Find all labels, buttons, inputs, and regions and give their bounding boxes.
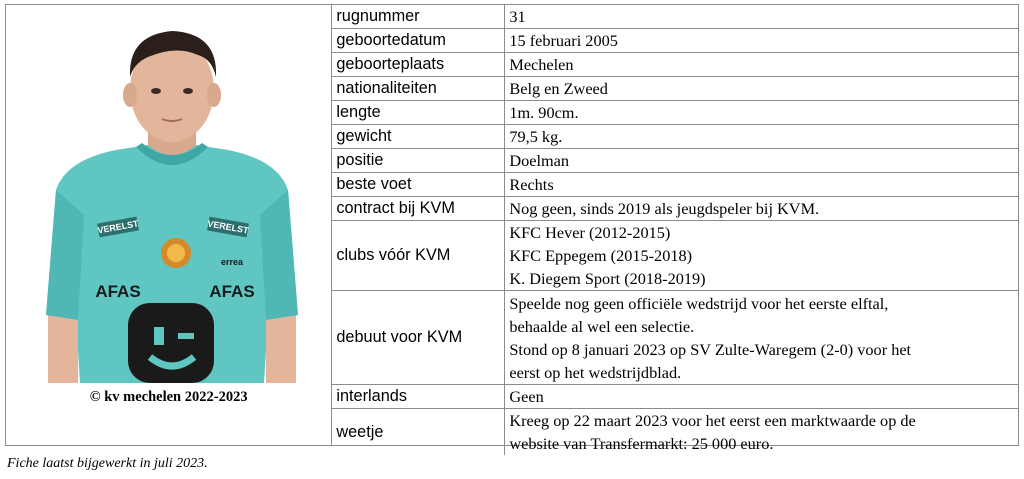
row-label: interlands	[332, 385, 505, 409]
row-value	[505, 53, 1018, 77]
row-value-line: Nog geen, sinds 2019 als jeugdspeler bij KVM.	[509, 199, 820, 218]
row-label: positie	[332, 149, 505, 173]
row-value-line: Kreeg op 22 maart 2023 voor het eerst een marktwaarde op de	[509, 411, 916, 430]
player-info-table	[332, 5, 1018, 455]
table-row	[332, 291, 1018, 385]
photo-caption: © kv mechelen 2022-2023	[89, 389, 248, 405]
table-row	[332, 29, 1018, 53]
table-row	[332, 53, 1018, 77]
row-label: rugnummer	[332, 5, 505, 29]
last-updated-note: Fiche laatst bijgewerkt in juli 2023.	[7, 456, 208, 471]
row-value-line: Rechts	[509, 175, 554, 194]
row-label: debuut voor KVM	[332, 291, 505, 385]
row-value-line: Belg en Zweed	[509, 79, 608, 98]
row-value-line: eerst op het wedstrijdblad.	[509, 362, 682, 382]
svg-text:AFAS: AFAS	[209, 282, 255, 301]
row-value	[505, 173, 1018, 197]
row-value	[505, 385, 1018, 409]
player-card	[5, 4, 1019, 453]
row-value-line: KFC Hever (2012-2015)	[509, 223, 671, 242]
row-value	[505, 5, 1018, 29]
row-value-line: Speelde nog geen officiële wedstrijd voor het eerste elftal,	[509, 293, 889, 313]
row-value	[505, 77, 1018, 101]
svg-text:VERELST: VERELST	[206, 218, 250, 236]
table-row	[332, 385, 1018, 409]
row-value-line: Doelman	[509, 151, 570, 170]
row-value-line: K. Diegem Sport (2018-2019)	[509, 269, 706, 288]
row-value	[505, 409, 1018, 456]
row-value	[505, 291, 1018, 385]
table-row	[332, 101, 1018, 125]
row-value-line: KFC Eppegem (2015-2018)	[509, 246, 693, 265]
player-photo	[36, 15, 308, 383]
row-value-line: Stond op 8 januari 2023 op SV Zulte-Waregem (2-0) voor het	[509, 339, 912, 359]
row-label: clubs vóór KVM	[332, 221, 505, 291]
row-value	[505, 149, 1018, 173]
svg-text:VERELST: VERELST	[96, 218, 140, 236]
row-label: gewicht	[332, 125, 505, 149]
table-row	[332, 125, 1018, 149]
svg-text:errea: errea	[220, 257, 244, 267]
table-row	[332, 77, 1018, 101]
table-row	[332, 149, 1018, 173]
row-value-line: 31	[509, 7, 526, 26]
table-row	[332, 5, 1018, 29]
row-value-line: Geen	[509, 387, 544, 406]
row-label: nationaliteiten	[332, 77, 505, 101]
row-value-line: 79,5 kg.	[509, 127, 563, 146]
row-value	[505, 125, 1018, 149]
row-label: beste voet	[332, 173, 505, 197]
row-label: geboortedatum	[332, 29, 505, 53]
row-value	[505, 197, 1018, 221]
table-row	[332, 409, 1018, 456]
row-label: geboorteplaats	[332, 53, 505, 77]
svg-text:AFAS: AFAS	[95, 282, 141, 301]
row-value	[505, 221, 1018, 291]
table-row	[332, 221, 1018, 291]
row-label: lengte	[332, 101, 505, 125]
row-label: contract bij KVM	[332, 197, 505, 221]
row-value-line: 1m. 90cm.	[509, 103, 579, 122]
table-row	[332, 197, 1018, 221]
row-value-line: 15 februari 2005	[509, 31, 618, 50]
row-value	[505, 29, 1018, 53]
row-value-line: website van Transfermarkt: 25 000 euro.	[509, 434, 774, 453]
photo-cell	[6, 5, 332, 445]
table-row	[332, 173, 1018, 197]
row-value-line: Mechelen	[509, 55, 574, 74]
row-value	[505, 101, 1018, 125]
row-value-line: behaalde al wel een selectie.	[509, 316, 695, 336]
row-label: weetje	[332, 409, 505, 456]
